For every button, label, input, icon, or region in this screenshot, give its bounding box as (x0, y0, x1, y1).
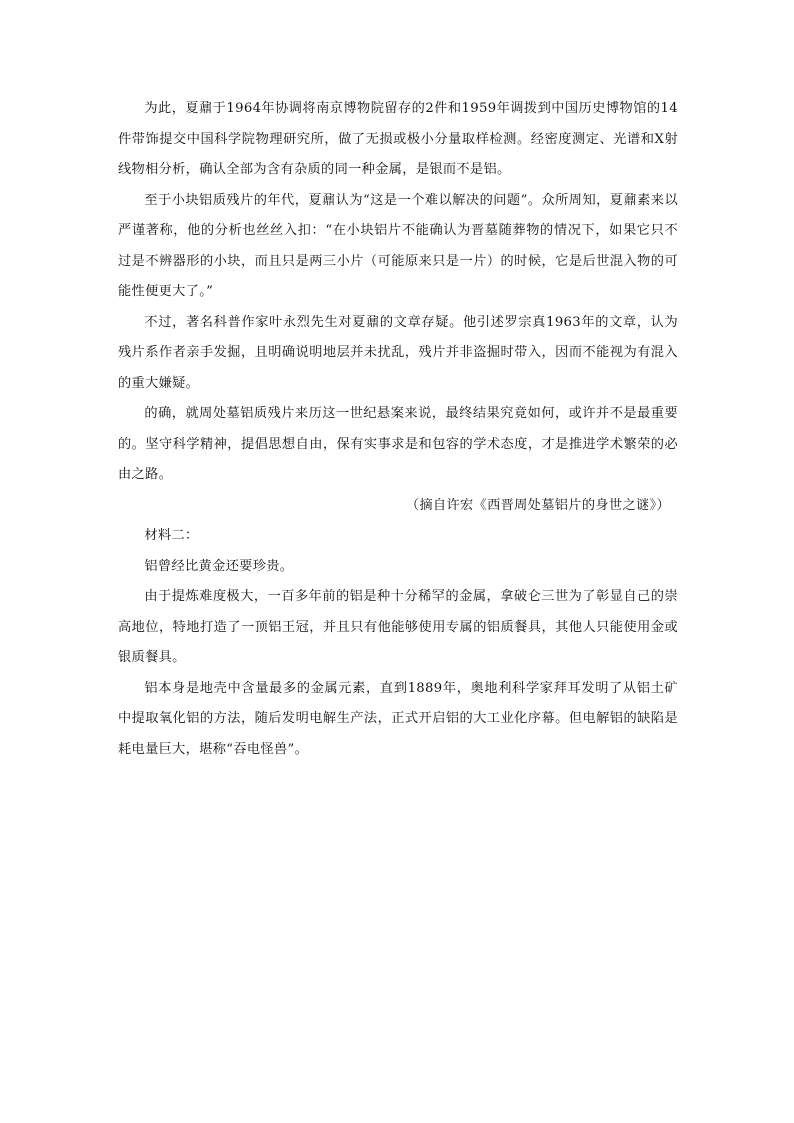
material-2-label: 材料二： (144, 528, 199, 543)
material-2-paragraph-3: 铝本身是地壳中含量最多的金属元素，直到1889年，奥地利科学家拜耳发明了从铝土矿中提取氧化铝的方法，随后发明电解生产法，正式开启铝的大工业化序幕。但电解铝的缺陷是耗电量巨大，堪称“吞电怪兽”。 (118, 680, 678, 757)
paragraph-4: 的确，就周处墓铝质残片来历这一世纪悬案来说，最终结果究竟如何，或许并不是最重要的。坚守科学精神，提倡思想自由，保有实事求是和包容的学术态度，才是推进学术繁荣的必由之路。 (118, 406, 678, 482)
material-2-paragraph-2: 由于提炼难度极大，一百多年前的铝是种十分稀罕的金属，拿破仑三世为了彰显自己的崇高地位，特地打造了一顶铝王冠，并且只有他能够使用专属的铝质餐具，其他人只能使用金或银质餐具。 (118, 589, 678, 665)
paragraph-2: 至于小块铝质残片的年代，夏鼐认为“这是一个难以解决的问题”。众所周知，夏鼐素来以严谨著称，他的分析也丝丝入扣：“在小块铝片不能确认为晋墓随葬物的情况下，如果它只不过是不辨器形的小块，而且只是两三小片（可能原来只是一片）的时候，它是后世混入物的可能性便更大了。” (118, 192, 678, 299)
source-attribution: （摘自许宏《西晋周处墓铝片的身世之谜》） (405, 497, 670, 513)
paragraph-3: 不过，著名科普作家叶永烈先生对夏鼐的文章存疑。他引述罗宗真1963年的文章，认为残片系作者亲手发掘，且明确说明地层并未扰乱，残片并非盗掘时带入，因而不能视为有混入的重大嫌疑。 (118, 314, 678, 391)
paragraph-1: 为此，夏鼐于1964年协调将南京博物院留存的2件和1959年调拨到中国历史博物馆的14件带饰提交中国科学院物理研究所，做了无损或极小分量取样检测。经密度测定、光谱和X射线物相分析，确认全部为含有杂质的同一种金属，是银而不是铝。 (118, 101, 678, 177)
material-2-paragraph-1: 铝曾经比黄金还要珍贵。 (144, 558, 294, 574)
document-page (118, 94, 678, 765)
